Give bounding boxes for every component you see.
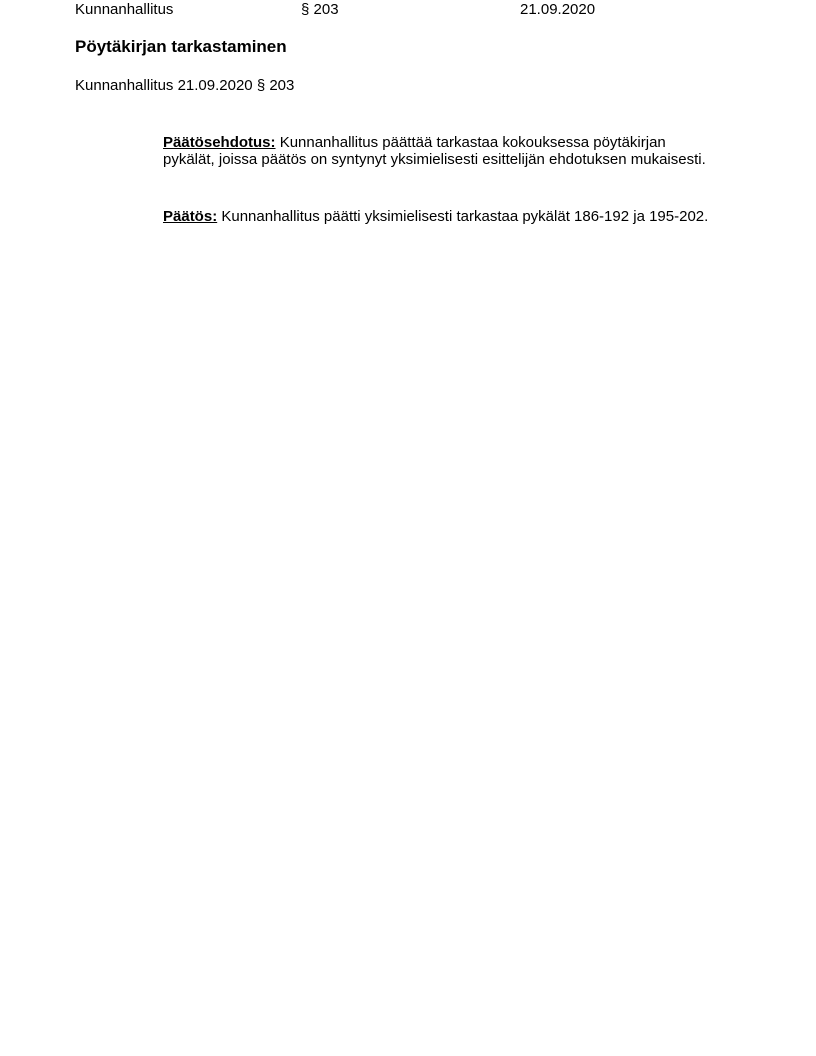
decision-paragraph: [163, 208, 709, 225]
decision-proposal-text: Kunnanhallitus päättää tarkastaa kokouksessa pöytäkirjan pykälät, joissa päätös on syntynyt yksimielisesti esittelijän ehdotuksen mukaisesti.: [163, 134, 706, 169]
decision-label: Päätös:: [163, 208, 218, 225]
header-section-number: § 203: [301, 1, 339, 18]
header-date: 21.09.2020: [520, 1, 596, 18]
header-committee: Kunnanhallitus: [75, 1, 174, 18]
decision-proposal-label: Päätösehdotus:: [163, 134, 276, 151]
document-subtitle: Kunnanhallitus 21.09.2020 § 203: [75, 77, 295, 94]
document-title: Pöytäkirjan tarkastaminen: [75, 37, 287, 56]
decision-proposal-paragraph: [163, 134, 709, 169]
decision-text: Kunnanhallitus päätti yksimielisesti tarkastaa pykälät 186-192 ja 195-202.: [221, 208, 709, 225]
